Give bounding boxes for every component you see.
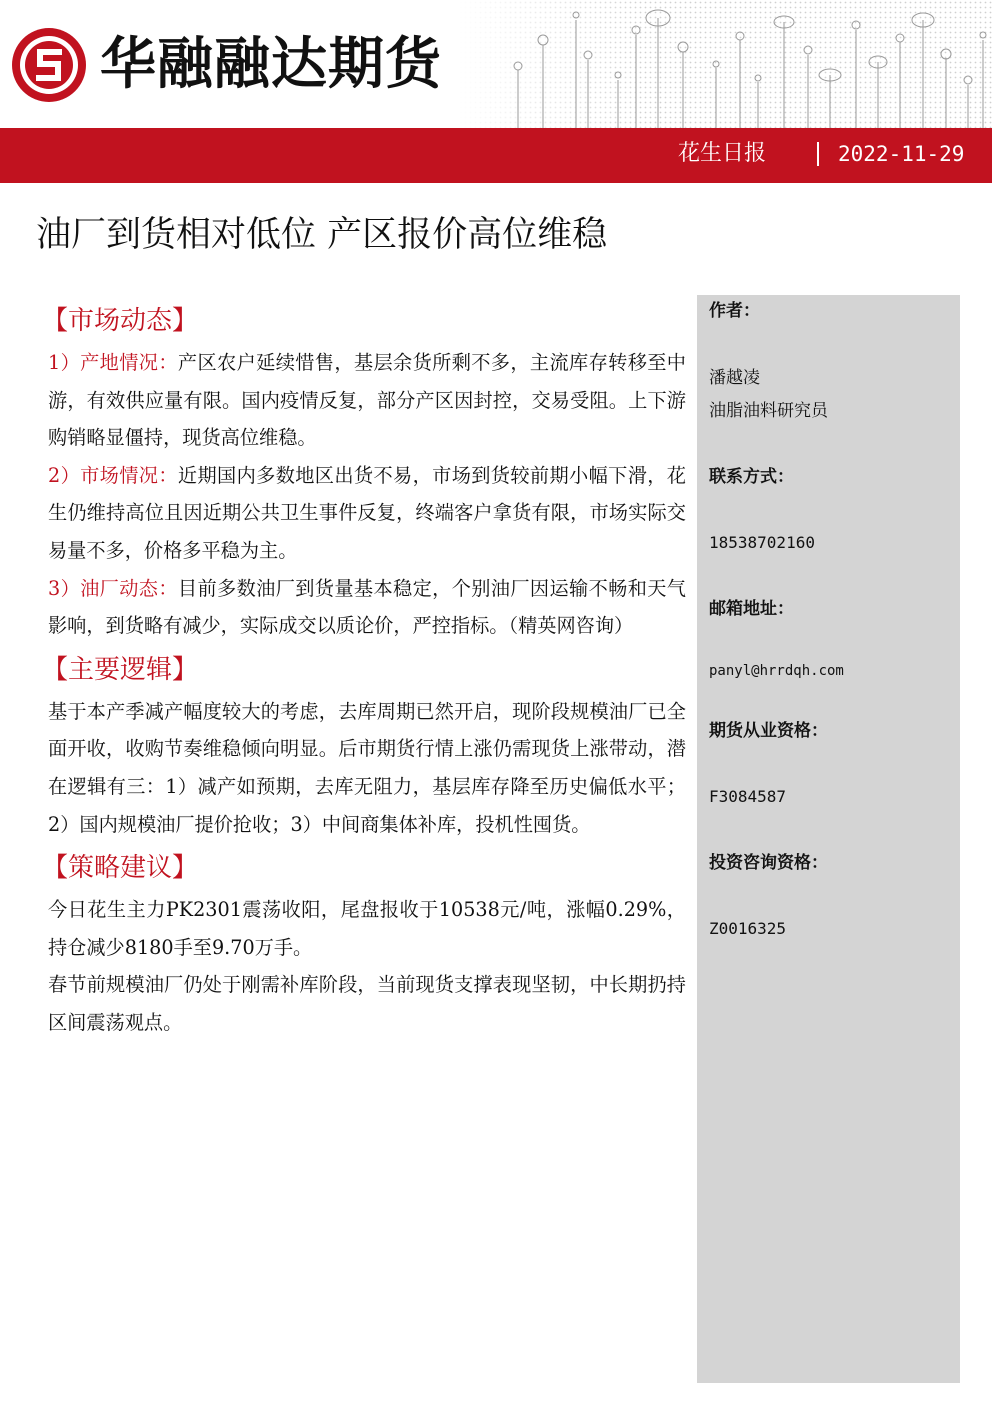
section-heading-market: 【市场动态】: [42, 306, 199, 336]
futures-qualification-label: 期货从业资格：: [709, 721, 828, 741]
header-decoration: [458, 0, 992, 128]
author-role: 油脂油料研究员: [709, 401, 828, 421]
logic-paragraph: 基于本产季减产幅度较大的考虑，去库周期已然开启，现阶段规模油厂已全面开收，收购节奏维稳倾向明显。后市期货行情上涨仍需现货上涨带动，潜在逻辑有三：1）减产如预期，去库无阻力，基层库存降至历史偏低水平；2）国内规模油厂提价抢收；3）中间商集体补库，投机性囤货。: [48, 699, 686, 836]
author-sidebar: [697, 295, 960, 1383]
market-item-text: 产区农户延续惜售，基层余货所剩不多，主流库存转移至中游，有效供应量有限。国内疫情反复，部分产区因封控，交易受阻。上下游购销略显僵持，现货高位维稳。: [48, 351, 686, 450]
market-item-text: 近期国内多数地区出货不易，市场到货较前期小幅下滑，花生仍维持高位且因近期公共卫生事件反复，终端客户拿货有限，市场实际交易量不多，价格多平稳为主。: [48, 463, 686, 562]
report-header: [0, 0, 992, 128]
author-label: 作者：: [709, 301, 760, 321]
advisory-qualification-value: Z0016325: [709, 919, 787, 938]
contact-value: 18538702160: [709, 533, 815, 552]
market-item-origin: [48, 344, 686, 457]
contact-label: 联系方式：: [709, 467, 794, 487]
futures-qualification-value: F3084587: [709, 787, 787, 806]
market-item-mills: [48, 570, 686, 645]
market-item-text: 目前多数油厂到货量基本稳定，个别油厂因运输不畅和天气影响，到货略有减少，实际成交以质论价，严控指标。（精英网咨询）: [48, 576, 686, 638]
report-date: 2022-11-29: [838, 142, 965, 166]
market-item-market: [48, 457, 686, 570]
strategy-paragraph: 春节前规模油厂仍处于刚需补库阶段，当前现货支撑表现坚韧，中长期扔持区间震荡观点。: [48, 973, 686, 1034]
strategy-paragraph: 今日花生主力PK2301震荡收阳，尾盘报收于10538元/吨，涨幅0.29%，持仓减少8180手至9.70万手。: [48, 898, 686, 959]
email-value[interactable]: panyl@hrrdqh.com: [709, 663, 844, 679]
market-item-lead: 3）油厂动态：: [48, 576, 178, 600]
section-heading-strategy: 【策略建议】: [42, 853, 199, 884]
report-body: [42, 300, 686, 1042]
email-label: 邮箱地址：: [709, 599, 794, 619]
author-name: 潘越凌: [709, 368, 760, 388]
section-heading-logic: 【主要逻辑】: [42, 654, 199, 685]
brand-name: 华融融达期货: [100, 32, 442, 97]
brand-logo-icon: [10, 26, 88, 104]
advisory-qualification-label: 投资咨询资格：: [709, 853, 828, 873]
report-type: 花生日报: [678, 141, 767, 166]
market-item-lead: 2）市场情况：: [48, 463, 178, 487]
bar-divider: [817, 142, 819, 166]
page-title: 油厂到货相对低位 产区报价高位维稳: [36, 215, 608, 255]
market-item-lead: 1）产地情况：: [48, 351, 178, 374]
